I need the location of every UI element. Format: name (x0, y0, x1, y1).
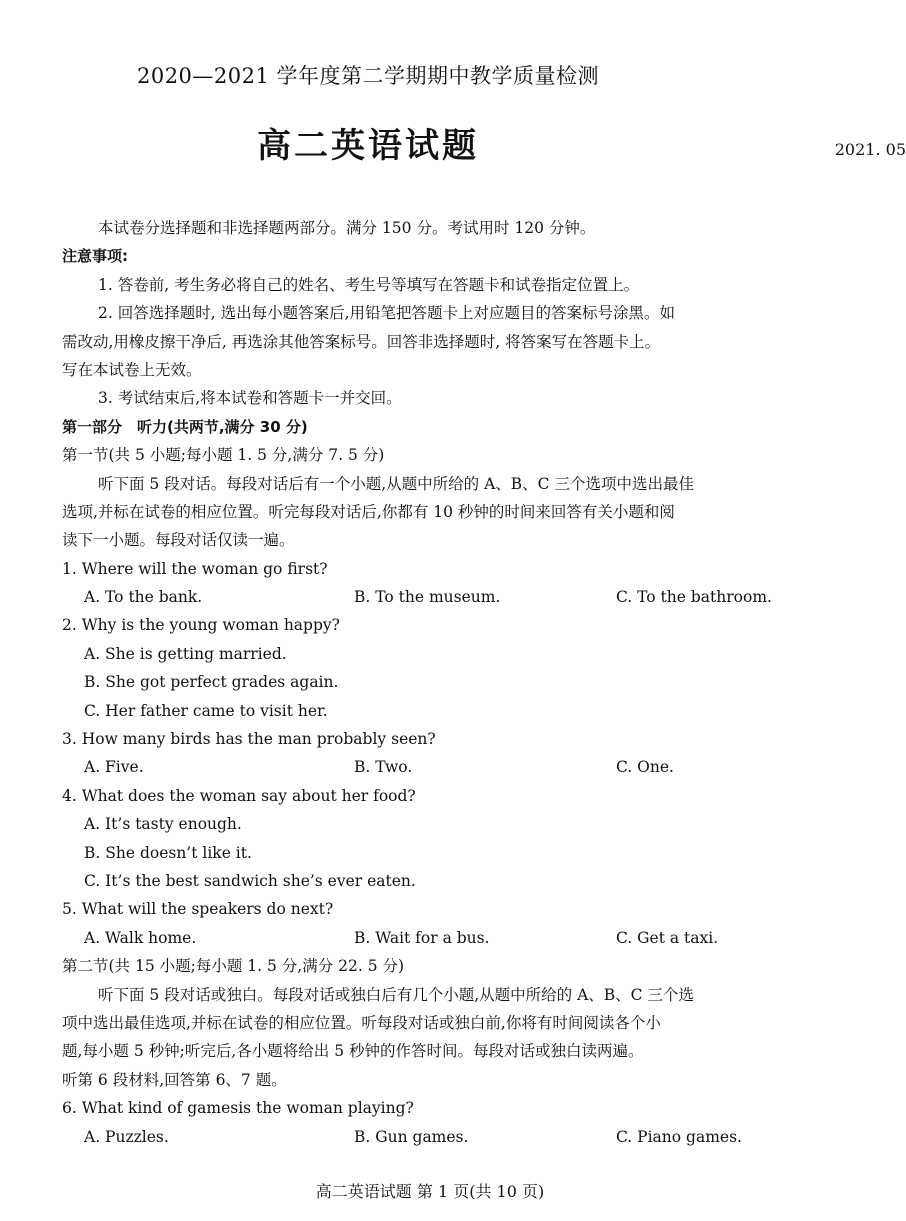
option-b: B. To the museum. (354, 588, 501, 607)
section1-instructions-line-3: 读下一小题。每段对话仅读一遍。 (62, 531, 295, 550)
question-1: 1. Where will the woman go first? (62, 559, 328, 578)
section1-instructions-line-1: 听下面 5 段对话。每段对话后有一个小题,从题中所给的 A、B、C 三个选项中选出最佳 (98, 474, 694, 493)
material-6-note: 听第 6 段材料,回答第 6、7 题。 (62, 1070, 287, 1089)
question-5-options (62, 924, 844, 952)
note-item-2-line-3: 写在本试卷上无效。 (62, 360, 202, 379)
option-a: A. Five. (84, 758, 144, 777)
option-b: B. Two. (354, 758, 413, 777)
question-3: 3. How many birds has the man probably seen? (62, 730, 436, 749)
section2-instructions-line-2: 项中选出最佳选项,并标在试卷的相应位置。听每段对话或独白前,你将有时间阅读各个小 (62, 1013, 661, 1032)
notes-heading: 注意事项: (62, 247, 128, 266)
option-b: B. She got perfect grades again. (84, 673, 339, 692)
page-footer: 高二英语试题 第 1 页(共 10 页) (315, 1182, 545, 1201)
option-b: B. She doesn’t like it. (84, 843, 252, 862)
option-b: B. Wait for a bus. (354, 928, 490, 947)
option-c: C. Get a taxi. (616, 928, 719, 947)
section1-heading: 第一节(共 5 小题;每小题 1. 5 分,满分 7. 5 分) (62, 446, 385, 465)
question-6-options (62, 1123, 844, 1151)
subject-title: 高二英语试题 (257, 126, 479, 166)
intro-text: 本试卷分选择题和非选择题两部分。满分 150 分。考试用时 120 分钟。 (98, 219, 596, 237)
option-c: C. Piano games. (616, 1127, 742, 1146)
section2-heading: 第二节(共 15 小题;每小题 1. 5 分,满分 22. 5 分) (62, 957, 405, 976)
option-c: C. One. (616, 758, 674, 777)
note-item-2-line-1: 2. 回答选择题时, 选出每小题答案后,用铅笔把答题卡上对应题目的答案标号涂黑。如 (98, 304, 675, 323)
option-a: A. It’s tasty enough. (84, 815, 242, 834)
section2-instructions-line-1: 听下面 5 段对话或独白。每段对话或独白后有几个小题,从题中所给的 A、B、C 三个选 (98, 985, 694, 1004)
section2-instructions-line-3: 题,每小题 5 秒钟;听完后,各小题将给出 5 秒钟的作答时间。每段对话或独白读两遍。 (62, 1042, 644, 1061)
option-a: A. She is getting married. (84, 644, 287, 663)
note-item-3: 3. 考试结束后,将本试卷和答题卡一并交回。 (98, 389, 402, 408)
section1-instructions-line-2: 选项,并标在试卷的相应位置。听完每段对话后,你都有 10 秒钟的时间来回答有关小题和阅 (62, 502, 675, 521)
question-1-options (62, 583, 844, 611)
question-5: 5. What will the speakers do next? (62, 900, 334, 919)
question-6: 6. What kind of gamesis the woman playing? (62, 1099, 414, 1118)
question-4: 4. What does the woman say about her food? (62, 786, 416, 805)
option-a: A. Walk home. (84, 928, 197, 947)
exam-header: 2020—2021 学年度第二学期期中教学质量检测 (136, 64, 600, 88)
exam-date: 2021. 05 (834, 140, 906, 159)
note-item-1: 1. 答卷前, 考生务必将自己的姓名、考生号等填写在答题卡和试卷指定位置上。 (98, 275, 640, 294)
note-item-2-line-2: 需改动,用橡皮擦干净后, 再选涂其他答案标号。回答非选择题时, 将答案写在答题卡上。 (62, 332, 661, 351)
part1-heading: 第一部分 听力(共两节,满分 30 分) (62, 417, 308, 436)
document-body (62, 214, 844, 1151)
option-c: C. It’s the best sandwich she’s ever eaten. (84, 871, 416, 890)
question-2: 2. Why is the young woman happy? (62, 616, 340, 635)
option-c: C. To the bathroom. (616, 588, 772, 607)
option-a: A. Puzzles. (84, 1127, 169, 1146)
option-b: B. Gun games. (354, 1127, 469, 1146)
option-c: C. Her father came to visit her. (84, 701, 328, 720)
option-a: A. To the bank. (84, 588, 203, 607)
question-3-options (62, 753, 844, 781)
